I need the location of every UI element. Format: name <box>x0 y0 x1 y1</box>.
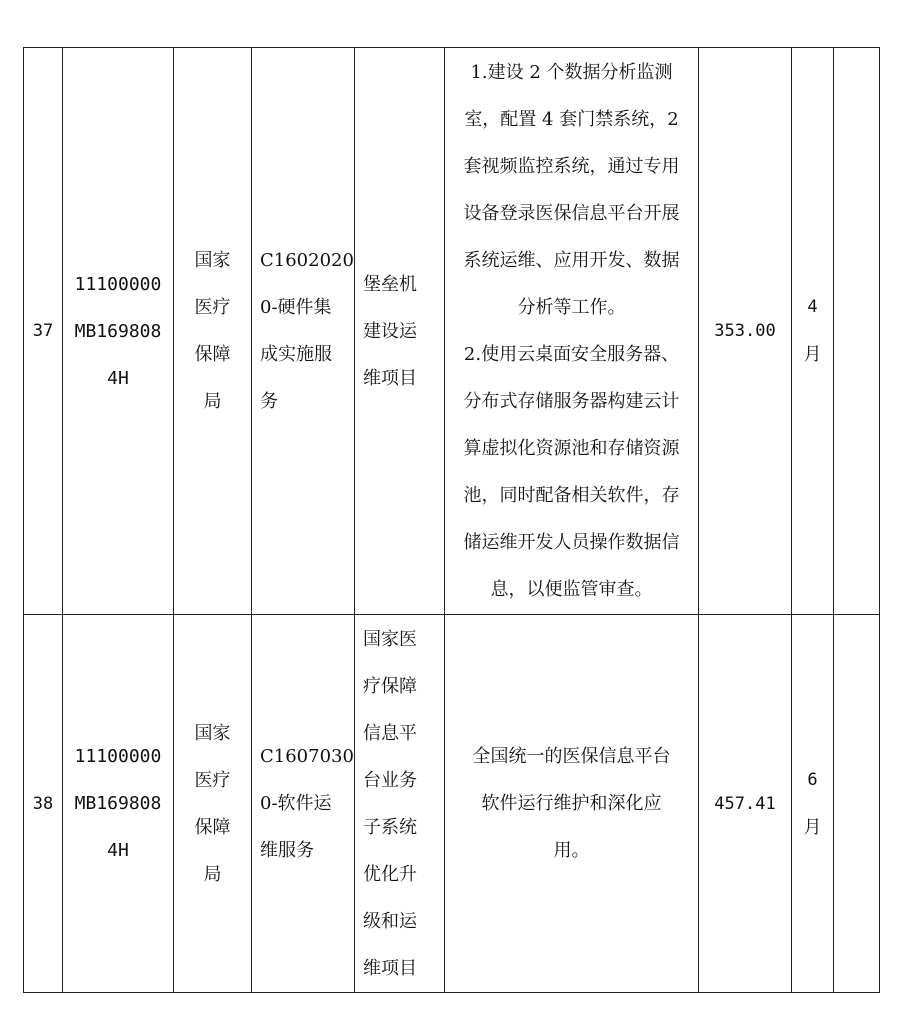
category-line: C1602020 <box>260 250 354 271</box>
procurement-table <box>23 47 880 993</box>
table-row <box>24 615 880 993</box>
project-line: 建设运 <box>363 320 417 342</box>
content-line: 分布式存储服务器构建云计 <box>463 391 680 412</box>
table-row <box>24 48 880 615</box>
unit-line: 局 <box>203 863 222 885</box>
category-line: C1607030 <box>260 746 354 767</box>
unit-line: 国家 <box>194 250 231 271</box>
content-line: 全国统一的医保信息平台 <box>472 746 671 767</box>
content-line: 息，以便监管审查。 <box>490 579 653 600</box>
project-line: 子系统 <box>363 816 417 838</box>
content-line: 软件运行维护和深化应 <box>481 793 662 814</box>
unit-line: 保障 <box>194 816 231 838</box>
project-line: 疗保障 <box>363 675 417 697</box>
service-category <box>252 48 355 615</box>
content-line: 2.使用云桌面安全服务器、 <box>463 344 680 365</box>
unit-line: 医疗 <box>194 769 231 791</box>
category-line: 务 <box>260 391 278 412</box>
unified-credit-code <box>63 615 174 993</box>
time-line: 月 <box>803 344 822 365</box>
project-line: 国家医 <box>363 628 417 650</box>
project-content <box>445 48 699 615</box>
code-line: 11100000 <box>74 746 162 767</box>
code-line: 4H <box>107 840 129 861</box>
content-line: 1.建设 2 个数据分析监测 <box>470 62 673 83</box>
unit-line: 局 <box>203 391 222 412</box>
time-line: 4 <box>807 297 818 317</box>
time-line: 月 <box>803 816 822 838</box>
category-line: 0-软件运 <box>260 793 332 814</box>
content-line: 套视频监控系统，通过专用 <box>463 156 680 177</box>
content-line: 算虚拟化资源池和存储资源 <box>463 438 680 459</box>
project-line: 台业务 <box>363 769 417 791</box>
unit-line: 保障 <box>194 344 231 365</box>
time-line: 6 <box>807 769 818 790</box>
code-line: MB169808 <box>74 793 162 814</box>
code-line: 4H <box>107 367 129 389</box>
content-line: 分析等工作。 <box>517 297 626 318</box>
content-line: 储运维开发人员操作数据信 <box>463 532 680 553</box>
budget-amount: 457.41 <box>699 615 792 993</box>
category-line: 成实施服 <box>260 344 332 365</box>
unit-line: 国家 <box>194 722 231 744</box>
project-line: 信息平 <box>363 722 417 744</box>
content-line: 室，配置 4 套门禁系统，2 <box>464 109 679 130</box>
service-category <box>252 615 355 993</box>
procurement-time <box>792 48 834 615</box>
unit-line: 医疗 <box>194 297 231 318</box>
content-line: 用。 <box>553 840 590 861</box>
project-line: 优化升 <box>363 863 417 885</box>
project-line: 堡垒机 <box>363 273 417 295</box>
unit-name <box>174 615 252 993</box>
procurement-time <box>792 615 834 993</box>
row-number: 37 <box>24 48 63 615</box>
project-name <box>355 615 445 993</box>
remark <box>834 48 880 615</box>
code-line: MB169808 <box>74 320 162 342</box>
project-content <box>445 615 699 993</box>
code-line: 11100000 <box>74 273 162 295</box>
content-line: 系统运维、应用开发、数据 <box>463 250 680 271</box>
unified-credit-code <box>63 48 174 615</box>
unit-name <box>174 48 252 615</box>
project-line: 维项目 <box>363 367 417 389</box>
category-line: 0-硬件集 <box>260 297 332 318</box>
project-line: 维项目 <box>363 957 417 979</box>
category-line: 维服务 <box>260 840 314 861</box>
budget-amount: 353.00 <box>699 48 792 615</box>
content-line: 设备登录医保信息平台开展 <box>463 203 680 224</box>
content-line: 池，同时配备相关软件，存 <box>463 485 680 506</box>
row-number: 38 <box>24 615 63 993</box>
project-name <box>355 48 445 615</box>
remark <box>834 615 880 993</box>
project-line: 级和运 <box>363 910 417 932</box>
